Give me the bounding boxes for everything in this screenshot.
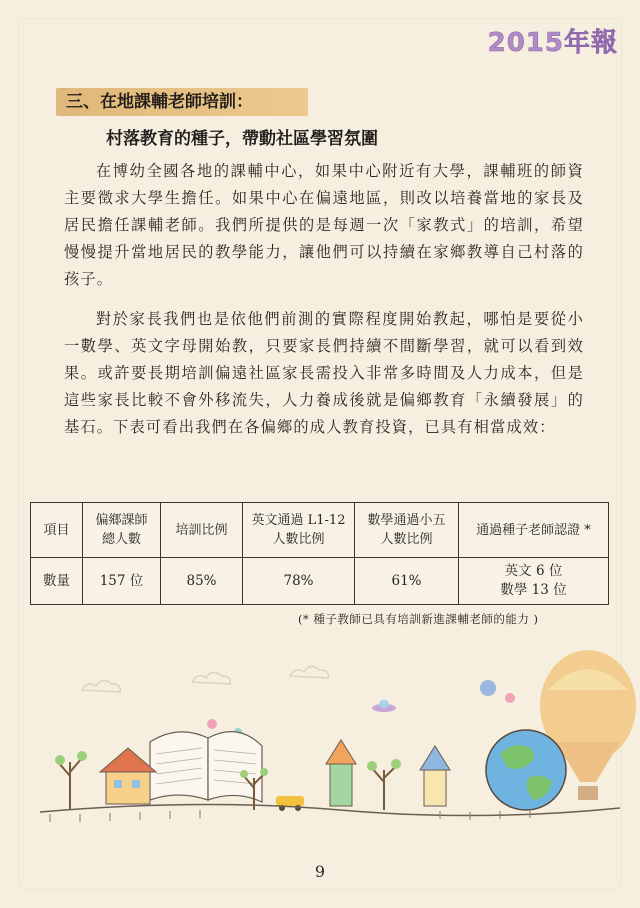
- clouds-icon: [82, 666, 328, 692]
- cell-math-ratio: 61%: [355, 558, 459, 605]
- header-teachers-line2: 總人數: [101, 532, 141, 547]
- body-paragraph-2: 對於家長我們也是依他們前測的實際程度開始教起，哪怕是要從小一數學、英文字母開始教，只要家長們持續不間斷學習，就可以看到效果。或許要長期培訓偏遠社區家長需投入非常多時間及人力成本，但是這些家長比較不會外移流失，人力養成後就是偏鄉教育「永續發展」的基石。下表可看出我們在各偏鄉的成人教育投資，已具有相當成效：: [64, 310, 584, 436]
- header-math: [355, 503, 459, 558]
- car-icon: [276, 796, 304, 811]
- header-teachers: [83, 503, 161, 558]
- annual-report-title: 2015年報: [487, 28, 618, 58]
- cell-english-ratio: 78%: [243, 558, 355, 605]
- body-paragraph-1: 在博幼全國各地的課輔中心，如果中心附近有大學，課輔班的師資主要徵求大學生擔任。如果中心在偏遠地區，則改以培養當地的家長及居民擔任課輔老師。我們所提供的是每週一次「家教式」的培訓，希望慢慢提升當地居民的教學能力，讓他們可以持續在家鄉教導自己村落的孩子。: [64, 162, 584, 288]
- page-number: 9: [314, 862, 326, 881]
- seed-english: 英文 6 位: [504, 563, 563, 579]
- table-footnote: (* 種子教師已具有培訓新進課輔老師的能力 ): [298, 612, 539, 626]
- training-stats-table: [30, 502, 609, 605]
- header-seed-cert: 通過種子老師認證 *: [459, 503, 609, 558]
- table-header-row: [31, 503, 609, 558]
- header-english-line1: 英文通過 L1-12: [251, 513, 346, 528]
- open-book-icon: [150, 732, 262, 802]
- row-label: 數量: [31, 558, 83, 605]
- balloons-icon: [207, 680, 515, 736]
- cell-teachers: 157 位: [83, 558, 161, 605]
- header-teachers-line1: 偏鄉課師: [95, 513, 148, 528]
- ufo-icon: [372, 700, 396, 712]
- header-math-line2: 人數比例: [380, 532, 433, 547]
- header-english: [243, 503, 355, 558]
- header-math-line1: 數學通過小五: [367, 513, 446, 528]
- house-icon: [100, 748, 156, 804]
- seed-math: 數學 13 位: [500, 582, 567, 598]
- section-subtitle: 村落教育的種子，帶動社區學習氛圍: [106, 129, 378, 149]
- globe-icon: [486, 730, 566, 810]
- section-heading: 三、在地課輔老師培訓：: [56, 88, 308, 116]
- header-item: 項目: [31, 503, 83, 558]
- table-row: [31, 558, 609, 605]
- header-training-ratio: 培訓比例: [161, 503, 243, 558]
- cell-training-ratio: 85%: [161, 558, 243, 605]
- village-illustration: [0, 650, 640, 850]
- cell-seed-cert: [459, 558, 609, 605]
- header-english-line2: 人數比例: [272, 532, 325, 547]
